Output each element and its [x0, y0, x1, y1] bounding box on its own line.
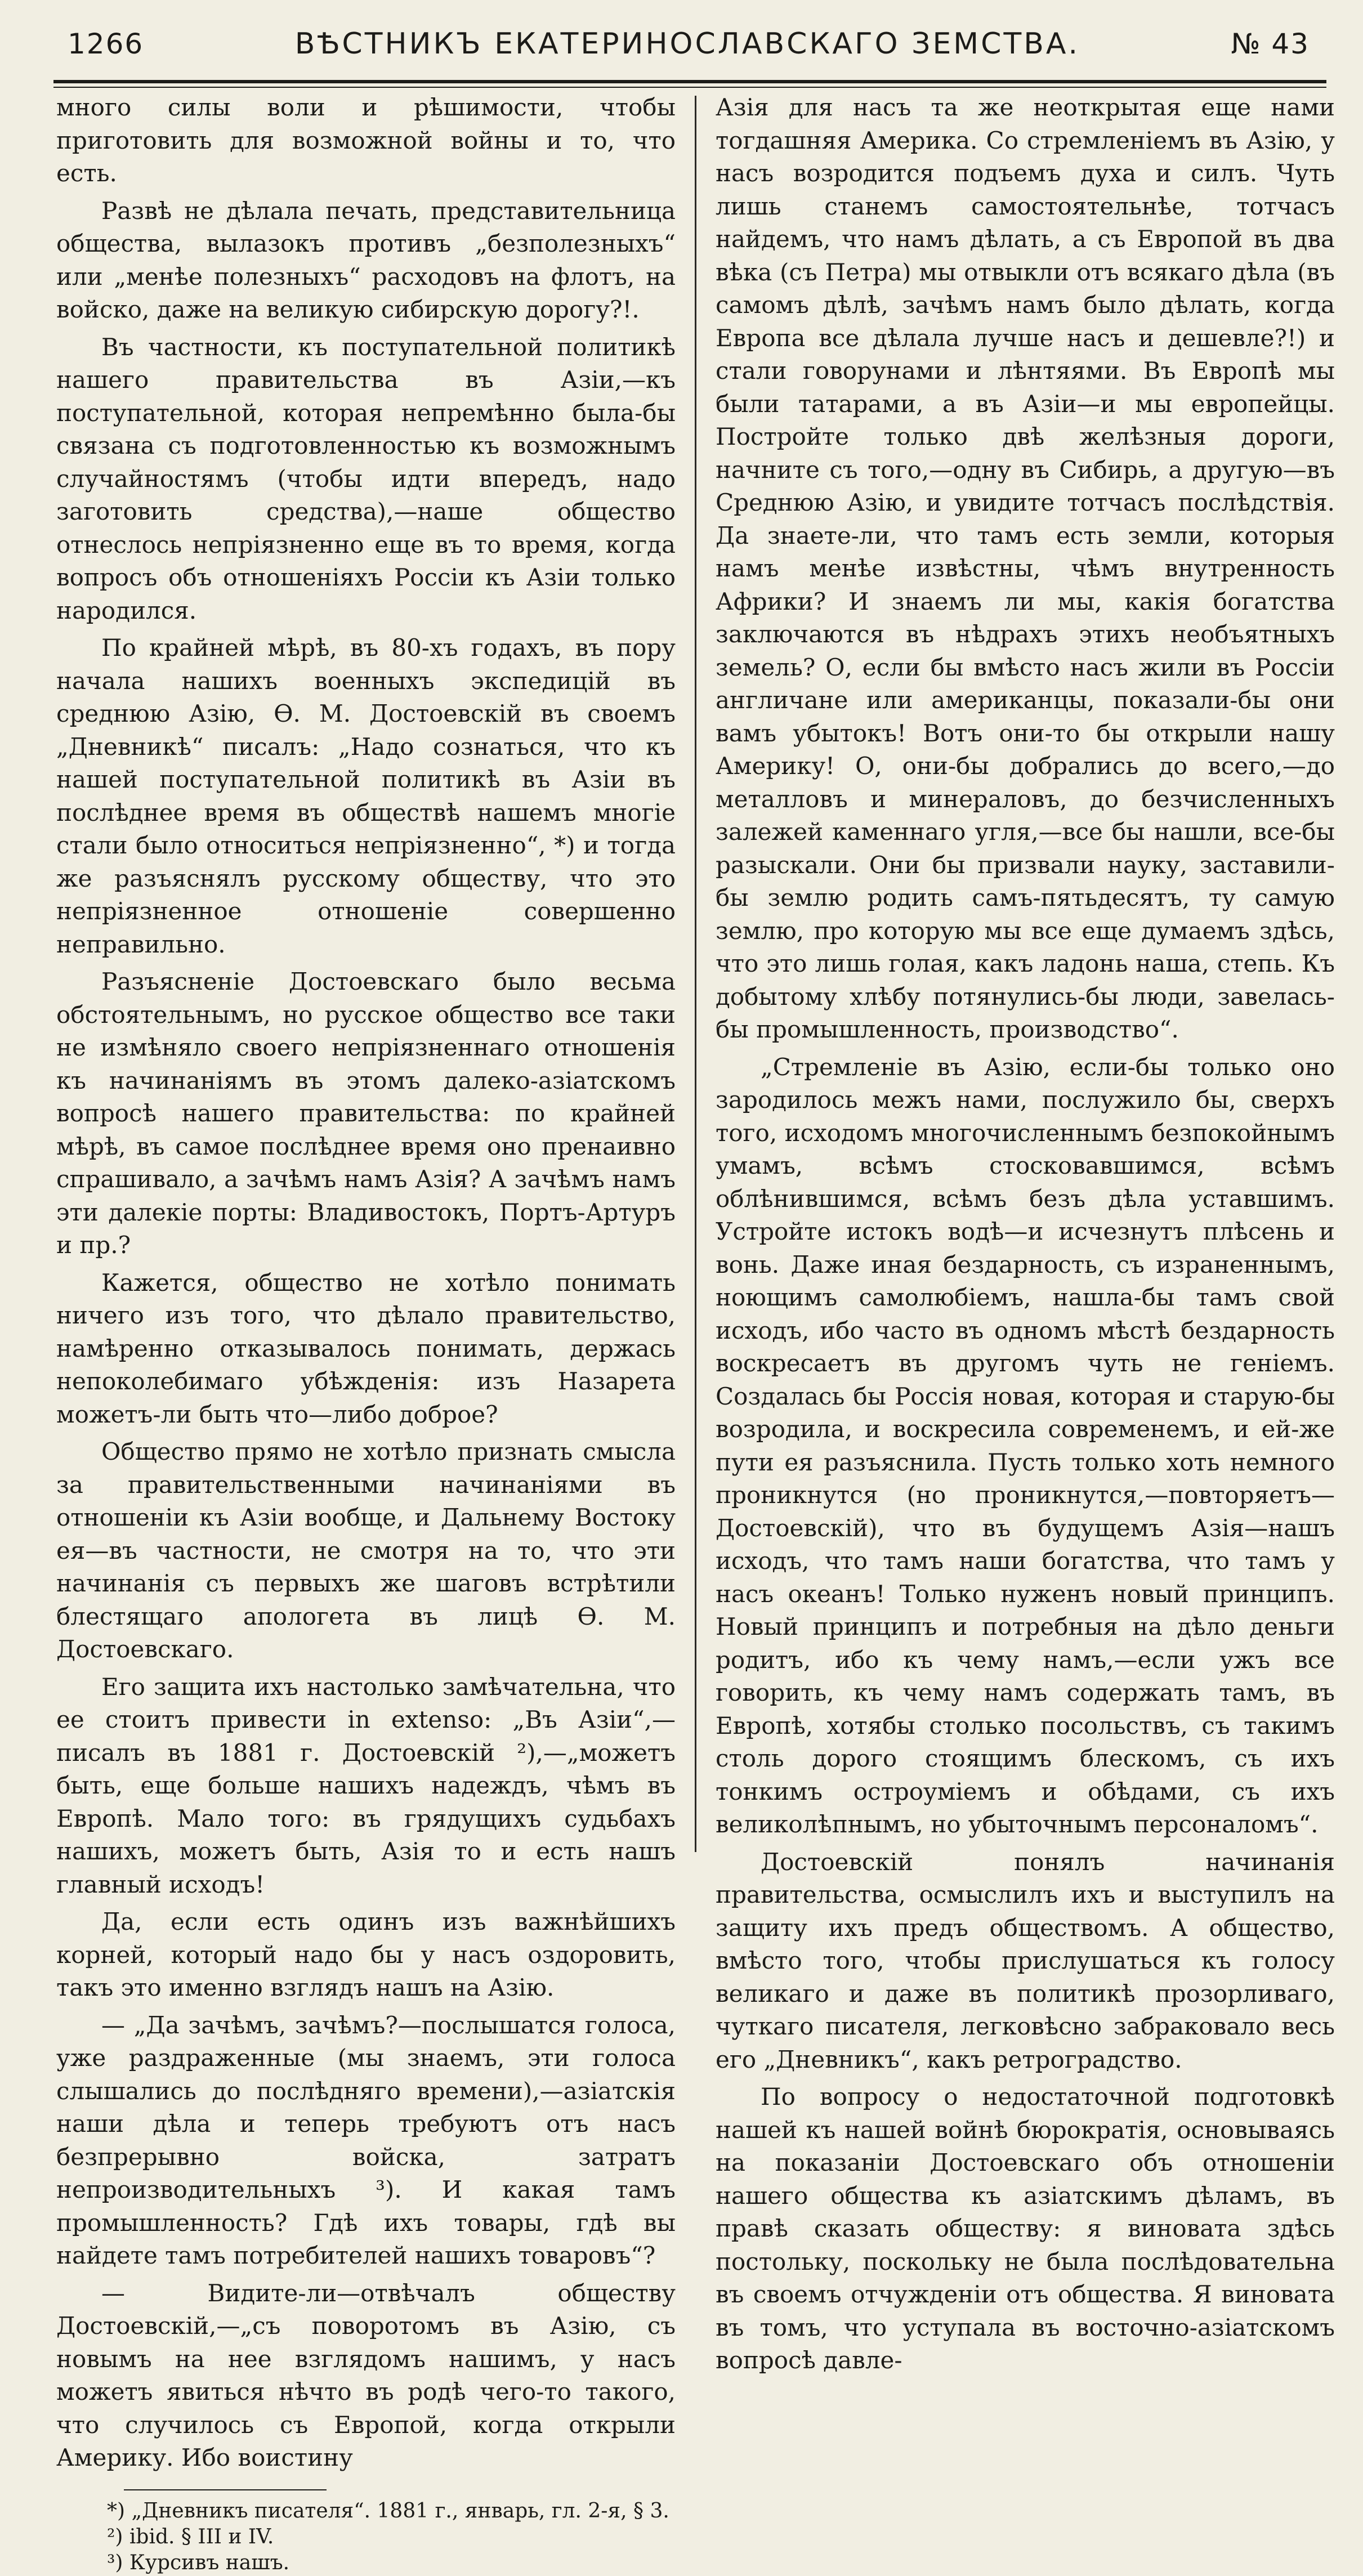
header-rule-thin	[53, 87, 1326, 88]
paragraph: Развѣ не дѣлала печать, представительница общества, вылазокъ противъ „безполезныхъ“ или „менѣе полезныхъ“ расходовъ на флотъ, на войско, даже на великую сибирскую дорогу?!.	[56, 196, 676, 323]
footnotes	[56, 2498, 676, 2576]
paragraph: По вопросу о недостаточной подготовкѣ нашей къ нашей войнѣ бюрократія, основываясь на показаніи Достоевскаго объ отношеніи нашего общества къ азіатскимъ дѣламъ, въ правѣ сказать обществу: я виновата здѣсь постольку, поскольку не была послѣдовательна въ своемъ отчужденіи отъ общества. Я виновата въ томъ, что уступала въ восточно-азіатскомъ вопросѣ давле-	[716, 2083, 1335, 2374]
left-column	[56, 91, 680, 2574]
column-divider	[695, 96, 696, 1852]
paragraph: много силы воли и рѣшимости, чтобы приготовить для возможной войны и то, что есть.	[56, 93, 676, 187]
footnote: ²) ibid. § III и IV.	[107, 2525, 274, 2548]
footnote-rule	[124, 2489, 327, 2490]
paragraph: По крайней мѣрѣ, въ 80-хъ годахъ, въ пору начала нашихъ военныхъ экспедицій въ среднюю Азію, Ѳ. М. Достоевскій въ своемъ „Дневникѣ“ писалъ: „Надо сознаться, что къ нашей поступательной политикѣ въ Азіи въ послѣднее время въ обществѣ нашемъ многіе стали было относиться непріязненно“, *) и тогда же разъяснялъ русскому обществу, что это непріязненное отношеніе совершенно неправильно.	[56, 634, 676, 958]
page-header	[68, 16, 1310, 72]
journal-title: ВѢСТНИКЪ ЕКАТЕРИНОСЛАВСКАГО ЗЕМСТВА.	[294, 27, 1080, 61]
paragraph: Общество прямо не хотѣло признать смысла за правительственными начинаніями въ отношеніи къ Азіи вообще, и Дальнему Востоку ея—въ частности, не смотря на то, что эти начинанія съ первыхъ же шаговъ встрѣтили блестящаго апологета въ лицѣ Ѳ. М. Достоевскаго.	[56, 1438, 676, 1663]
paragraph: — Видите-ли—отвѣчалъ обществу Достоевскій,—„съ поворотомъ въ Азію, съ новымъ на нее взглядомъ нашимъ, у насъ можетъ явиться нѣчто въ родѣ чего-то такого, что случилось съ Европой, когда открыли Америку. Ибо воистину	[56, 2279, 676, 2471]
paragraph: Азія для насъ та же неоткрытая еще нами тогдашняя Америка. Со стремленіемъ въ Азію, у насъ возродится подъемъ духа и силъ. Чуть лишь станемъ самостоятельнѣе, тотчасъ найдемъ, что намъ дѣлать, а съ Европой въ два вѣка (съ Петра) мы отвыкли отъ всякаго дѣла (въ самомъ дѣлѣ, зачѣмъ намъ было дѣлать, когда Европа все дѣлала лучше насъ и дешевле?!) и стали говорунами и лѣнтяями. Въ Европѣ мы были татарами, а въ Азіи—и мы европейцы. Постройте только двѣ желѣзныя дороги, начните съ того,—одну въ Сибирь, а другую—въ Среднюю Азію, и увидите тотчасъ послѣдствія. Да знаете-ли, что тамъ есть земли, которыя намъ менѣе извѣстны, чѣмъ внутренность Африки? И знаемъ ли мы, какія богатства заключаются въ нѣдрахъ этихъ необъятныхъ земель? О, если бы вмѣсто насъ жили въ Россіи англичане или американцы, показали-бы они вамъ убытокъ! Вотъ они-то бы открыли нашу Америку! О, они-бы добрались до всего,—до металловъ и минераловъ, до безчисленныхъ залежей каменнаго угля,—все бы нашли, все-бы разыскали. Они бы призвали науку, заставили-бы землю родить самъ-пятьдесятъ, ту самую землю, про которую мы все еще думаемъ здѣсь, что это лишь голая, какъ ладонь наша, степь. Къ добытому хлѣбу потянулись-бы люди, завелась-бы промышленность, производство“.	[716, 93, 1335, 1043]
right-column	[711, 91, 1335, 2374]
paragraph: „Стремленіе въ Азію, если-бы только оно зародилось межъ нами, послужило бы, сверхъ того, исходомъ многочисленнымъ безпокойнымъ умамъ, всѣмъ стосковавшимся, всѣмъ облѣнившимся, всѣмъ безъ дѣла уставшимъ. Устройте истокъ водѣ—и исчезнутъ плѣсень и вонь. Даже иная бездарность, съ израненнымъ, ноющимъ самолюбіемъ, нашла-бы тамъ свой исходъ, ибо часто въ одномъ мѣстѣ бездарность воскресаетъ въ другомъ чуть не геніемъ. Создалась бы Россія новая, которая и старую-бы возродила, и воскресила современемъ, и ей-же пути ея разъяснила. Пусть только хоть немного проникнутся (но проникнутся,—повторяетъ—Достоевскій), что въ будущемъ Азія—нашъ исходъ, что тамъ наши богатства, что тамъ у насъ океанъ! Только нуженъ новый принципъ. Новый принципъ и потребныя на дѣло деньги родитъ, ибо къ чему намъ,—если ужъ все говорить, къ чему намъ содержать тамъ, въ Европѣ, хотябы столько посольствъ, съ такимъ столь дорого стоящимъ блескомъ, съ ихъ тонкимъ остроуміемъ и обѣдами, съ ихъ великолѣпнымъ, но убыточнымъ персоналомъ“.	[716, 1053, 1335, 1838]
paragraph: Въ частности, къ поступательной политикѣ нашего правительства въ Азіи,—къ поступательной, которая непремѣнно была-бы связана съ подготовленностью къ возможнымъ случайностямъ (чтобы идти впередъ, надо заготовить средства),—наше общество отнеслось непріязненно еще въ то время, когда вопросъ объ отношеніяхъ Россіи къ Азіи только народился.	[56, 333, 676, 624]
footnote: ³) Курсивъ нашъ.	[107, 2551, 290, 2574]
text-columns	[56, 91, 1335, 2574]
paragraph: Кажется, общество не хотѣло понимать ничего изъ того, что дѣлало правительство, намѣренно отказывалось понимать, держась непоколебимаго убѣжденія: изъ Назарета можетъ-ли быть что—либо доброе?	[56, 1268, 676, 1428]
paragraph: Достоевскій понялъ начинанія правительства, осмыслилъ ихъ и выступилъ на защиту ихъ предъ обществомъ. А общество, вмѣсто того, чтобы прислушаться къ голосу великаго и даже въ политикѣ прозорливаго, чуткаго писателя, легковѣсно забраковало весь его „Дневникъ“, какъ ретроградство.	[716, 1848, 1335, 2073]
page-number: 1266	[68, 28, 144, 60]
footnote: *) „Дневникъ писателя“. 1881 г., январь, гл. 2-я, § 3.	[107, 2499, 669, 2523]
paragraph: Разъясненіе Достоевскаго было весьма обстоятельнымъ, но русское общество все таки не измѣняло своего непріязненнаго отношенія къ начинаніямъ въ этомъ далеко-азіатскомъ вопросѣ нашего правительства: по крайней мѣрѣ, въ самое послѣднее время оно пренаивно спрашивало, а зачѣмъ намъ Азія? А зачѣмъ намъ эти далекіе порты: Владивостокъ, Портъ-Артуръ и пр.?	[56, 968, 676, 1259]
issue-number: № 43	[1231, 28, 1310, 60]
paragraph: — „Да зачѣмъ, зачѣмъ?—послышатся голоса, уже раздраженные (мы знаемъ, эти голоса слышались до послѣдняго времени),—азіатскія наши дѣла и теперь требуютъ отъ насъ безпрерывно войска, затратъ непроизводительныхъ ³). И какая тамъ промышленность? Гдѣ ихъ товары, гдѣ вы найдете тамъ потребителей нашихъ товаровъ“?	[56, 2011, 676, 2269]
paragraph: Его защита ихъ настолько замѣчательна, что ее стоитъ привести in extenso: „Въ Азіи“,—писалъ въ 1881 г. Достоевскій ²),—„можетъ быть, еще больше нашихъ надеждъ, чѣмъ въ Европѣ. Мало того: въ грядущихъ судьбахъ нашихъ, можетъ быть, Азія то и есть нашъ главный исходъ!	[56, 1672, 676, 1898]
header-rule-thick	[53, 80, 1326, 83]
paragraph: Да, если есть одинъ изъ важнѣйшихъ корней, который надо бы у насъ оздоровить, такъ это именно взглядъ нашъ на Азію.	[56, 1908, 676, 2001]
